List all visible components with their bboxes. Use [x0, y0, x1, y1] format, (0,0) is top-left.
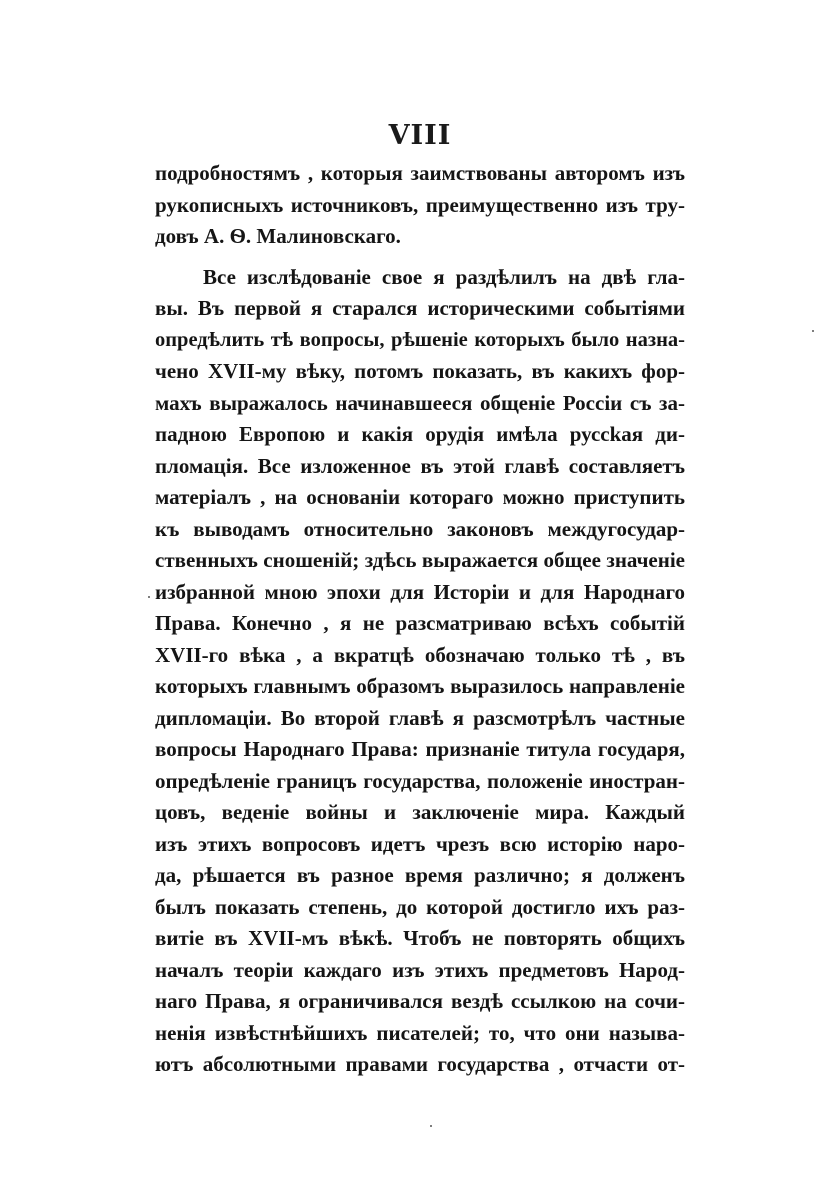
scan-speck [812, 330, 814, 332]
text-line: къ выводамъ относительно законовъ междугосудар- [155, 516, 685, 541]
text-line: XVII-го вѣка , а вкратцѣ обозначаю только тѣ , въ [155, 642, 685, 667]
scan-speck [430, 1125, 432, 1127]
text-line: чено XVII-му вѣку, потомъ показать, въ какихъ фор- [155, 359, 685, 383]
paragraph-2 [155, 262, 685, 1081]
page-number: VIII [388, 120, 452, 151]
paragraph-gap [155, 253, 685, 262]
text-line: матеріалъ , на основаніи котораго можно приступить [155, 485, 685, 509]
text-line: ютъ абсолютными правами государства , отчасти от- [155, 1052, 685, 1076]
text-line: былъ показать степень, до которой достигло ихъ раз- [155, 894, 685, 919]
text-line: дипломаціи. Во второй главѣ я разсмотрѣлъ частные [155, 705, 685, 730]
text-line: Права. Конечно , я не разсматриваю всѣхъ событій [155, 611, 685, 635]
text-line: рукописныхъ источниковъ, преимущественно изъ тру- [155, 192, 685, 217]
paragraph-1 [155, 158, 685, 253]
text-line: наго Права, я ограничивался вездѣ ссылкою на сочи- [155, 989, 685, 1013]
text-line: цовъ, веденіе войны и заключеніе мира. Каждый [155, 800, 685, 824]
text-line: изъ этихъ вопросовъ идетъ чрезъ всю исторію наро- [155, 831, 685, 856]
text-line: махъ выражалось начинавшееся общеніе Россіи съ за- [155, 390, 685, 415]
text-line: которыхъ главнымъ образомъ выразилось направленіе [155, 674, 685, 698]
text-line: витіе въ XVII-мъ вѣкѣ. Чтобъ не повторять общихъ [155, 926, 685, 950]
text-line: опредѣлить тѣ вопросы, рѣшеніе которыхъ было назна- [155, 328, 685, 351]
text-line: избранной мною эпохи для Исторіи и для Народнаго [155, 579, 685, 604]
text-line: падною Европою и какія орудія имѣла руссkая ди- [155, 422, 685, 446]
text-line: ственныхъ сношеній; здѣсь выражается общее значеніе [155, 548, 685, 572]
text-line: довъ А. Ѳ. Малиновскаго. [155, 224, 401, 248]
scan-speck [148, 596, 150, 598]
body-text [155, 158, 685, 1081]
text-line: ненія извѣстнѣйшихъ писателей; то, что они называ- [155, 1020, 685, 1045]
text-line: подробностямъ , которыя заимствованы авторомъ изъ [155, 161, 685, 185]
text-line: да, рѣшается въ разное время различно; я долженъ [155, 863, 685, 887]
text-line: пломація. Все изложенное въ этой главѣ составляетъ [155, 453, 685, 478]
text-line: вопросы Народнаго Права: признаніе титула государя, [155, 737, 685, 761]
text-line: Все изслѣдованіе свое я раздѣлилъ на двѣ гла- [203, 264, 685, 289]
text-line: началъ теоріи каждаго изъ этихъ предметовъ Народ- [155, 957, 685, 982]
text-line: опредѣленіе границъ государства, положеніе иностран- [155, 768, 685, 793]
text-line: вы. Въ первой я старался историческими событіями [155, 296, 685, 320]
